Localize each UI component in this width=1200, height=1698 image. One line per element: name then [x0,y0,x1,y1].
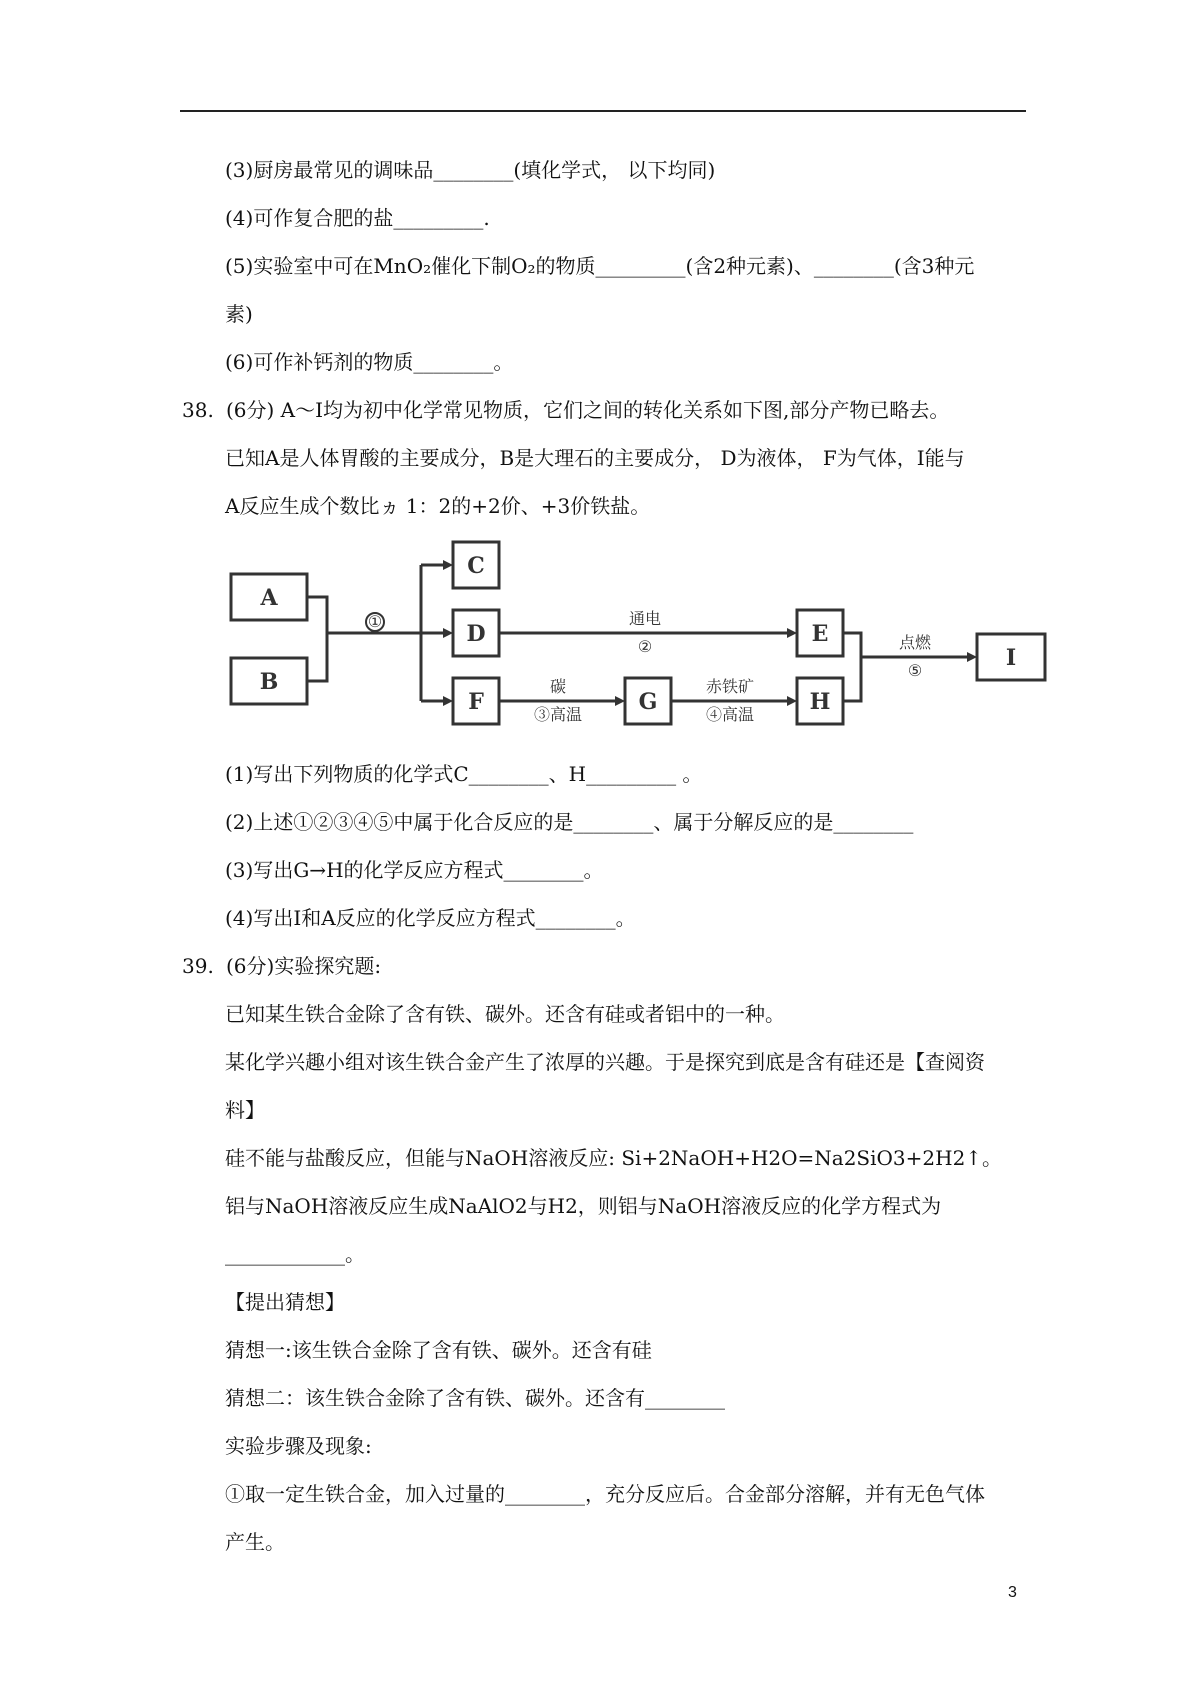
q38-sub-2: (2)上述①②③④⑤中属于化合反应的是________、属于分解反应的是________ [225,810,914,834]
label-ei-num: ⑤ [907,661,923,680]
q39-heading [182,952,381,980]
q38-line3: A反应生成个数比ヵ 1：2的+2价、+3价铁盐。 [225,494,651,518]
q38-intro: (6分) A～I均为初中化学常见物质，它们之间的转化关系如下图,部分产物已略去。 [226,398,950,422]
q39-line: ____________。 [225,1242,365,1266]
reaction-flow-diagram [225,540,1055,740]
q38-sub-3: (3)写出G→H的化学反应方程式________。 [225,858,604,882]
q37-item-5: (5)实验室中可在MnO₂催化下制O₂的物质_________(含2种元素)、________(含3种元 [225,254,975,278]
label-B: B [259,669,279,695]
q39-line: 某化学兴趣小组对该生铁合金产生了浓厚的兴趣。于是探究到底是含有硅还是【查阅资 [225,1050,985,1074]
label-fg-top: 碳 [549,677,567,696]
q39-number: 39. [182,954,214,978]
q37-item-4: (4)可作复合肥的盐_________. [225,206,490,230]
label-G: G [638,689,658,715]
q39-line: 【提出猜想】 [225,1290,345,1314]
q39-line: 已知某生铁合金除了含有铁、碳外。还含有硅或者铝中的一种。 [225,1002,785,1026]
label-de-top: 通电 [628,609,662,628]
label-I: I [1005,645,1017,671]
q39-title: (6分)实验探究题: [226,954,382,978]
label-gh-top: 赤铁矿 [705,677,755,696]
q37-item-5-cont: 素) [225,302,253,326]
q38-line2: 已知A是人体胃酸的主要成分，B是大理石的主要成分， D为液体， F为气体，I能与 [225,446,965,470]
header-rule [180,110,1026,112]
q37-item-6: (6)可作补钙剂的物质________。 [225,350,514,374]
q39-line: 实验步骤及现象: [225,1434,372,1458]
q39-line: 料】 [225,1098,265,1122]
q39-line: 猜想二：该生铁合金除了含有铁、碳外。还含有________ [225,1386,725,1410]
label-reaction-1: ① [367,612,383,631]
page-number: 3 [1008,1584,1017,1601]
label-C: C [467,553,485,579]
q38-sub-4: (4)写出I和A反应的化学反应方程式________。 [225,906,636,930]
q39-line: 硅不能与盐酸反应，但能与NaOH溶液反应: Si+2NaOH+H2O=Na2SiO3+2H2↑。 [225,1146,1003,1170]
q38-sub-1: (1)写出下列物质的化学式C________、H_________ 。 [225,762,703,786]
q39-line: 铝与NaOH溶液反应生成NaAlO2与H2，则铝与NaOH溶液反应的化学方程式为 [225,1194,942,1218]
q38-number: 38. [182,398,214,422]
label-A: A [260,585,278,611]
q38-line1 [182,396,949,424]
label-gh-bottom: ④高温 [705,705,755,724]
q39-line: 猜想一:该生铁合金除了含有铁、碳外。还含有硅 [225,1338,652,1362]
label-E: E [811,621,829,647]
label-de-num: ② [637,637,653,656]
q39-line: 产生。 [225,1530,285,1554]
label-F: F [468,689,484,715]
label-D: D [466,621,486,647]
label-ei-top: 点燃 [898,633,932,652]
label-fg-bottom: ③高温 [533,705,583,724]
q39-line: ①取一定生铁合金，加入过量的________，充分反应后。合金部分溶解，并有无色气体 [225,1482,985,1506]
q37-item-3: (3)厨房最常见的调味品________(填化学式， 以下均同) [225,158,716,182]
label-H: H [809,689,831,715]
